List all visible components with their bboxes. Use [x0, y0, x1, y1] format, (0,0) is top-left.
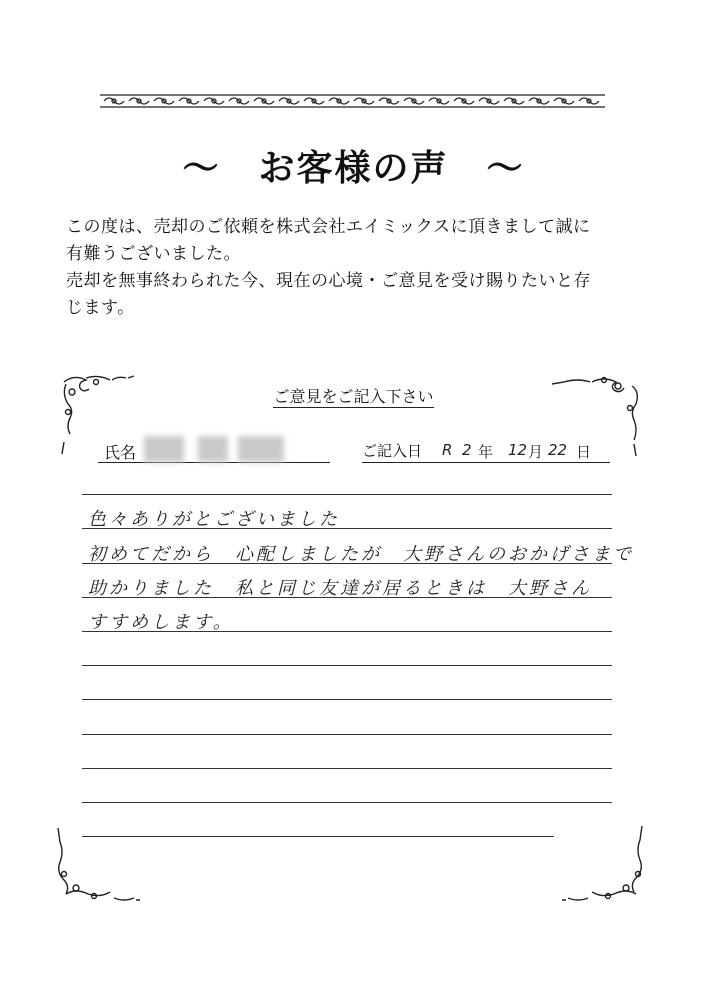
- intro-line: 有難うございました。: [66, 244, 241, 264]
- handwritten-comment: 初めてだから 心配しましたが 大野さんのおかげさまで: [88, 544, 634, 565]
- intro-line: この度は、売却のご依頼を株式会社エイミックスに頂きまして誠に: [66, 217, 591, 237]
- ruled-line: [82, 836, 554, 837]
- name-label: 氏名: [104, 443, 137, 462]
- date-era: R: [442, 441, 453, 459]
- redacted-name: [144, 436, 184, 462]
- corner-flourish-icon: [52, 820, 142, 910]
- intro-line: 売却を無事終わられた今、現在の心境・ご意見を受け賜りたいと存: [66, 271, 591, 291]
- page-title: ～ お客様の声 ～: [182, 147, 525, 189]
- ruled-line: [82, 768, 612, 769]
- ruled-line: [82, 665, 612, 666]
- date-day-label: 日: [576, 443, 592, 461]
- ornament-border-icon: [100, 92, 605, 110]
- ruled-line: [82, 734, 612, 735]
- date-year-label: 年: [478, 443, 494, 461]
- ruled-line: [82, 802, 612, 803]
- date-year: 2: [462, 441, 472, 459]
- redacted-name: [238, 436, 284, 462]
- date-month: 12: [508, 441, 528, 459]
- handwritten-comment: 色々ありがとございました: [88, 509, 340, 530]
- form-heading: [0, 384, 707, 407]
- intro-line: じます。: [66, 298, 135, 318]
- corner-flourish-icon: [560, 820, 650, 910]
- date-field: [362, 440, 610, 463]
- date-label: ご記入日: [362, 442, 423, 460]
- ruled-line: [82, 494, 612, 495]
- handwritten-comment: 助かりました 私と同じ友達が居るときは 大野さん: [88, 578, 592, 599]
- handwritten-comment: すすめします。: [88, 612, 234, 633]
- date-day: 22: [548, 441, 568, 459]
- date-month-label: 月: [528, 443, 544, 461]
- form-heading-text: ご意見をご記入下さい: [273, 387, 434, 406]
- name-field: [98, 440, 330, 463]
- intro-text: [66, 214, 646, 322]
- ruled-line: [82, 699, 612, 700]
- redacted-name: [198, 436, 228, 462]
